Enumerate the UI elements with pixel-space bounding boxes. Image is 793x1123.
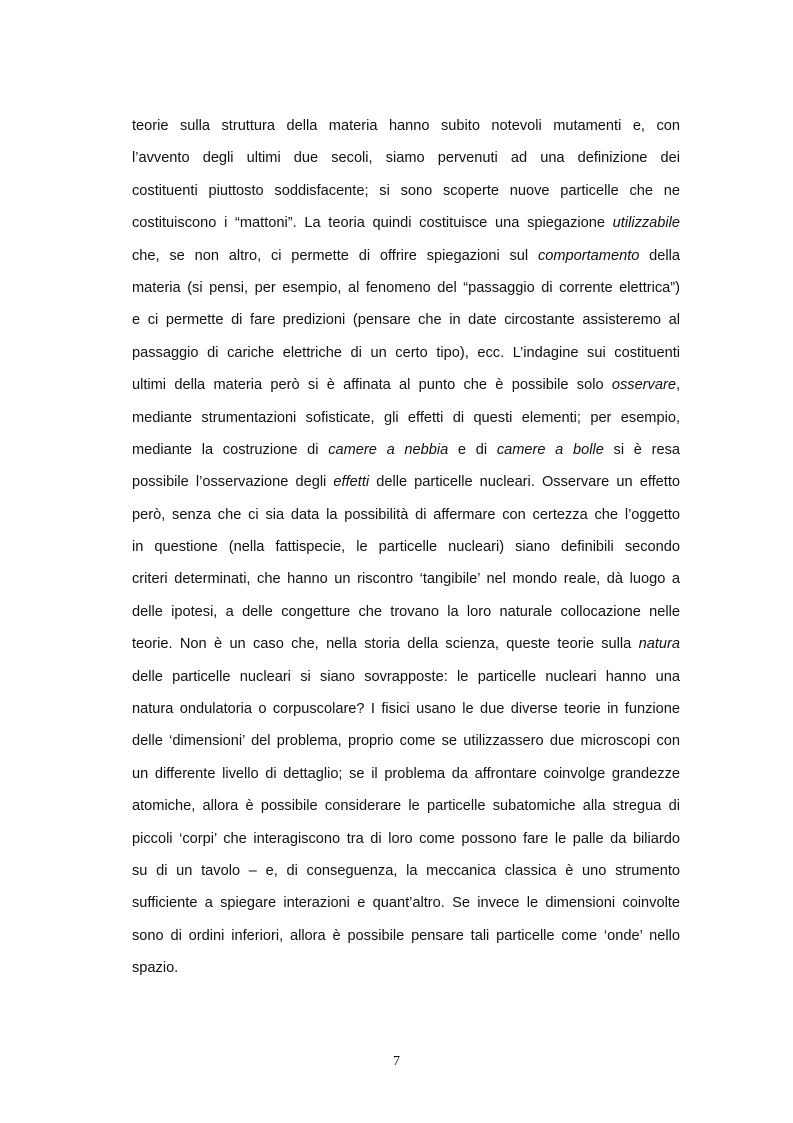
text-segment: possibile l’osservazione degli — [132, 474, 334, 491]
text-line — [132, 434, 680, 466]
text-segment: in questione (nella fattispecie, le particelle nucleari) siano definibili secondo — [132, 539, 680, 556]
text-line — [132, 369, 680, 401]
text-line — [132, 402, 680, 434]
text-segment: spazio. — [132, 960, 179, 977]
text-segment: mediante la costruzione di — [132, 441, 329, 458]
text-segment: e di — [448, 441, 497, 458]
text-segment: natura ondulatoria o corpuscolare? I fisici usano le due diverse teorie in funzione — [132, 701, 680, 718]
text-segment: e ci permette di fare predizioni (pensare che in date circostante assisteremo al — [132, 312, 680, 329]
text-line — [132, 272, 680, 304]
text-line — [132, 952, 680, 984]
text-line — [132, 725, 680, 757]
text-segment: l’avvento degli ultimi due secoli, siamo pervenuti ad una definizione dei — [132, 150, 680, 167]
text-segment: delle ‘dimensioni’ del problema, proprio come se utilizzassero due microscopi con — [132, 733, 680, 750]
text-line — [132, 920, 680, 952]
text-segment: però, senza che ci sia data la possibilità di affermare con certezza che l’oggetto — [132, 506, 680, 523]
text-line — [132, 207, 680, 239]
italic-text: utilizzabile — [612, 215, 680, 232]
text-segment: , — [675, 377, 680, 394]
text-line — [132, 823, 680, 855]
text-segment: piccoli ‘corpi’ che interagiscono tra di loro come possono fare le palle da biliardo — [132, 830, 680, 847]
text-segment: si è resa — [603, 441, 680, 458]
text-segment: passaggio di cariche elettriche di un certo tipo), ecc. L’indagine sui costituenti — [132, 344, 680, 361]
text-line — [132, 110, 680, 142]
text-segment: che, se non altro, ci permette di offrire spiegazioni sul — [132, 247, 538, 264]
text-segment: teorie. Non è un caso che, nella storia della scienza, queste teorie sulla — [132, 636, 639, 653]
italic-text: natura — [638, 636, 680, 653]
text-segment: delle particelle nucleari si siano sovrapposte: le particelle nucleari hanno una — [132, 668, 680, 685]
text-line — [132, 531, 680, 563]
text-segment: delle ipotesi, a delle congetture che trovano la loro naturale collocazione nelle — [132, 603, 680, 620]
text-line — [132, 628, 680, 660]
text-line — [132, 142, 680, 174]
text-segment: teorie sulla struttura della materia hanno subito notevoli mutamenti e, con — [132, 118, 680, 134]
text-line — [132, 855, 680, 887]
page-number: 7 — [393, 1054, 400, 1069]
text-line — [132, 240, 680, 272]
text-segment: materia (si pensi, per esempio, al fenomeno del “passaggio di corrente elettrica”) — [132, 279, 680, 296]
text-segment: costituenti piuttosto soddisfacente; si sono scoperte nuove particelle che ne — [132, 182, 680, 199]
text-line — [132, 661, 680, 693]
text-segment: su di un tavolo – e, di conseguenza, la meccanica classica è uno strumento — [132, 862, 680, 879]
text-line — [132, 175, 680, 207]
text-segment: atomiche, allora è possibile considerare le particelle subatomiche alla stregua di — [132, 798, 680, 815]
italic-text: effetti — [333, 474, 370, 491]
text-segment: un differente livello di dettaglio; se il problema da affrontare coinvolge grandezze — [132, 765, 680, 782]
text-line — [132, 887, 680, 919]
text-segment: criteri determinati, che hanno un riscontro ‘tangibile’ nel mondo reale, dà luogo a — [132, 571, 680, 588]
text-line — [132, 758, 680, 790]
text-line — [132, 499, 680, 531]
text-line — [132, 563, 680, 595]
text-line — [132, 596, 680, 628]
text-segment: mediante strumentazioni sofisticate, gli effetti di questi elementi; per esempio, — [132, 409, 680, 426]
text-line — [132, 466, 680, 498]
text-segment: della — [639, 247, 681, 264]
text-line — [132, 304, 680, 336]
italic-text: camere a bolle — [496, 441, 604, 458]
text-line — [132, 337, 680, 369]
italic-text: osservare — [611, 377, 676, 394]
italic-text: camere a nebbia — [328, 441, 449, 458]
text-line — [132, 790, 680, 822]
text-line — [132, 693, 680, 725]
text-segment: delle particelle nucleari. Osservare un effetto — [369, 474, 681, 491]
text-segment: sono di ordini inferiori, allora è possibile pensare tali particelle come ‘onde’ nello — [132, 927, 680, 944]
text-segment: ultimi della materia però si è affinata al punto che è possibile solo — [132, 377, 612, 394]
italic-text: comportamento — [537, 247, 640, 264]
text-segment: sufficiente a spiegare interazioni e quant’altro. Se invece le dimensioni coinvolte — [132, 895, 680, 912]
body-paragraph — [132, 110, 680, 985]
text-segment: costituiscono i “mattoni”. La teoria quindi costituisce una spiegazione — [132, 215, 613, 232]
